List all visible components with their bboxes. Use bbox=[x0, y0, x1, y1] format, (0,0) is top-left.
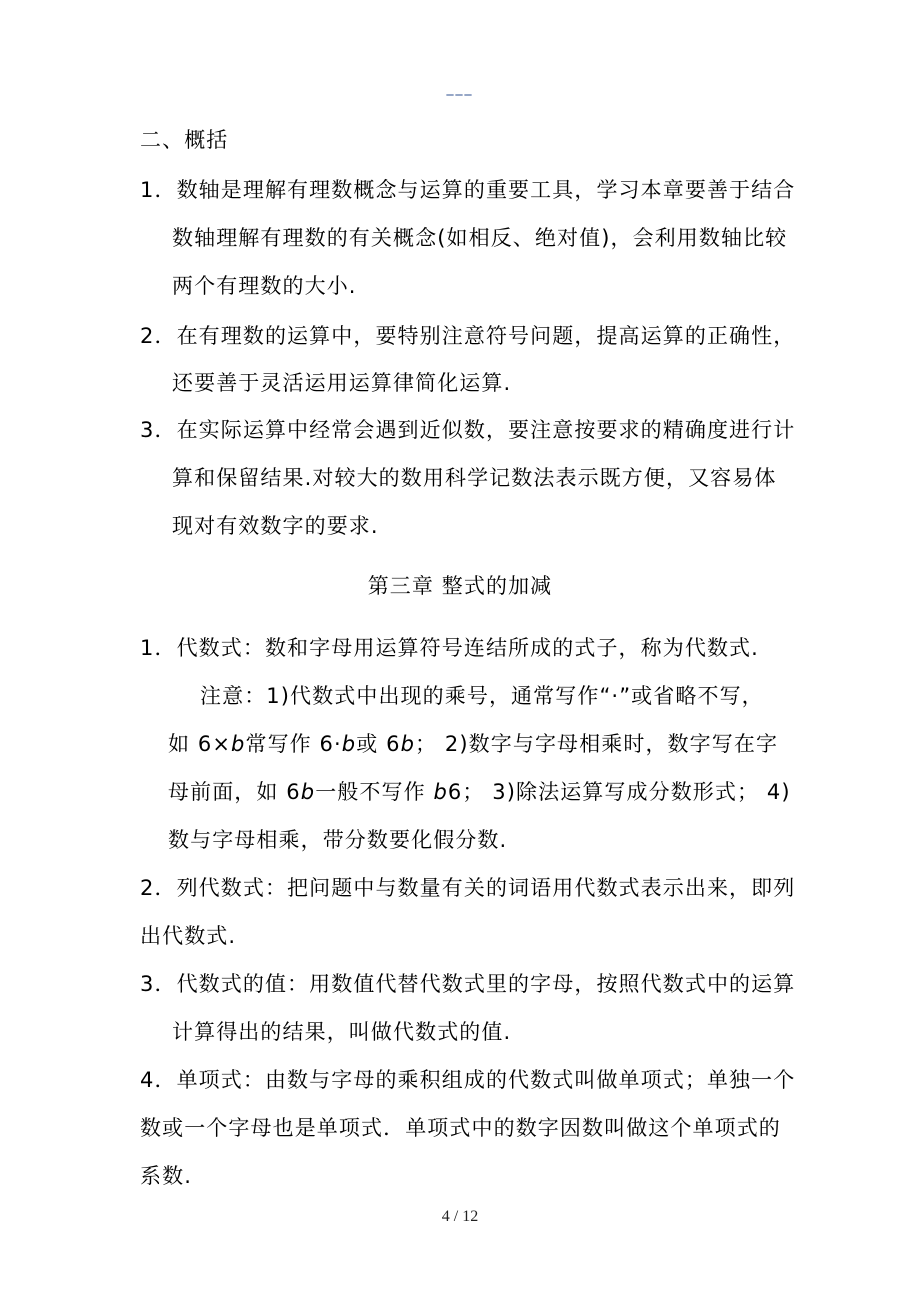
note-line-1: 注意：1)代数式中出现的乘号，通常写作“·”或省略不写， bbox=[200, 684, 764, 708]
chapter-item-2-line-1: 2．列代数式：把问题中与数量有关的词语用代数式表示出来，即列 bbox=[140, 876, 796, 900]
summary-item-2-line-1: 2．在有理数的运算中，要特别注意符号问题，提高运算的正确性， bbox=[140, 324, 796, 348]
chapter-item-4-line-1: 4．单项式：由数与字母的乘积组成的代数式叫做单项式；单独一个 bbox=[140, 1068, 796, 1092]
chapter-item-1-line-1: 1．代数式：数和字母用运算符号连结所成的式子，称为代数式. bbox=[140, 636, 759, 660]
item-number: 1． bbox=[140, 178, 177, 202]
summary-item-3-line-3: 现对有效数字的要求. bbox=[172, 514, 379, 538]
chapter-title: 第三章 整式的加减 bbox=[367, 574, 553, 598]
chapter-item-4-line-3: 系数. bbox=[140, 1164, 192, 1188]
note-line-4: 数与字母相乘，带分数要化假分数. bbox=[168, 828, 508, 852]
summary-item-1-line-1: 1．数轴是理解有理数概念与运算的重要工具，学习本章要善于结合 bbox=[140, 178, 796, 202]
item-number: 4． bbox=[140, 1068, 177, 1092]
chapter-item-3-line-1: 3．代数式的值：用数值代替代数式里的字母，按照代数式中的运算 bbox=[140, 972, 796, 996]
item-number: 3． bbox=[140, 418, 177, 442]
section-heading: 二、概括 bbox=[140, 128, 229, 152]
item-number: 3． bbox=[140, 972, 177, 996]
item-number: 1． bbox=[140, 636, 177, 660]
page-number: 4 / 12 bbox=[441, 1208, 479, 1225]
summary-item-1-line-2: 数轴理解有理数的有关概念(如相反、绝对值)，会利用数轴比较 bbox=[172, 226, 788, 250]
header-mark: ___ bbox=[446, 80, 474, 96]
summary-item-2-line-2: 还要善于灵活运用运算律简化运算. bbox=[172, 371, 512, 395]
summary-item-1-line-3: 两个有理数的大小. bbox=[172, 274, 357, 298]
chapter-item-4-line-2: 数或一个字母也是单项式．单项式中的数字因数叫做这个单项式的 bbox=[140, 1116, 781, 1140]
summary-item-3-line-1: 3．在实际运算中经常会遇到近似数，要注意按要求的精确度进行计 bbox=[140, 418, 796, 442]
note-line-2: 如 6×b常写作 6·b或 6b； 2)数字与字母相乘时，数字写在字 bbox=[168, 732, 779, 756]
summary-item-3-line-2: 算和保留结果.对较大的数用科学记数法表示既方便，又容易体 bbox=[172, 466, 777, 490]
item-number: 2． bbox=[140, 876, 177, 900]
chapter-item-2-line-2: 出代数式. bbox=[140, 924, 237, 948]
chapter-item-3-line-2: 计算得出的结果，叫做代数式的值. bbox=[172, 1020, 512, 1044]
note-line-3: 母前面，如 6b一般不写作 b6； 3)除法运算写成分数形式； 4) bbox=[168, 780, 791, 804]
item-number: 2． bbox=[140, 324, 177, 348]
